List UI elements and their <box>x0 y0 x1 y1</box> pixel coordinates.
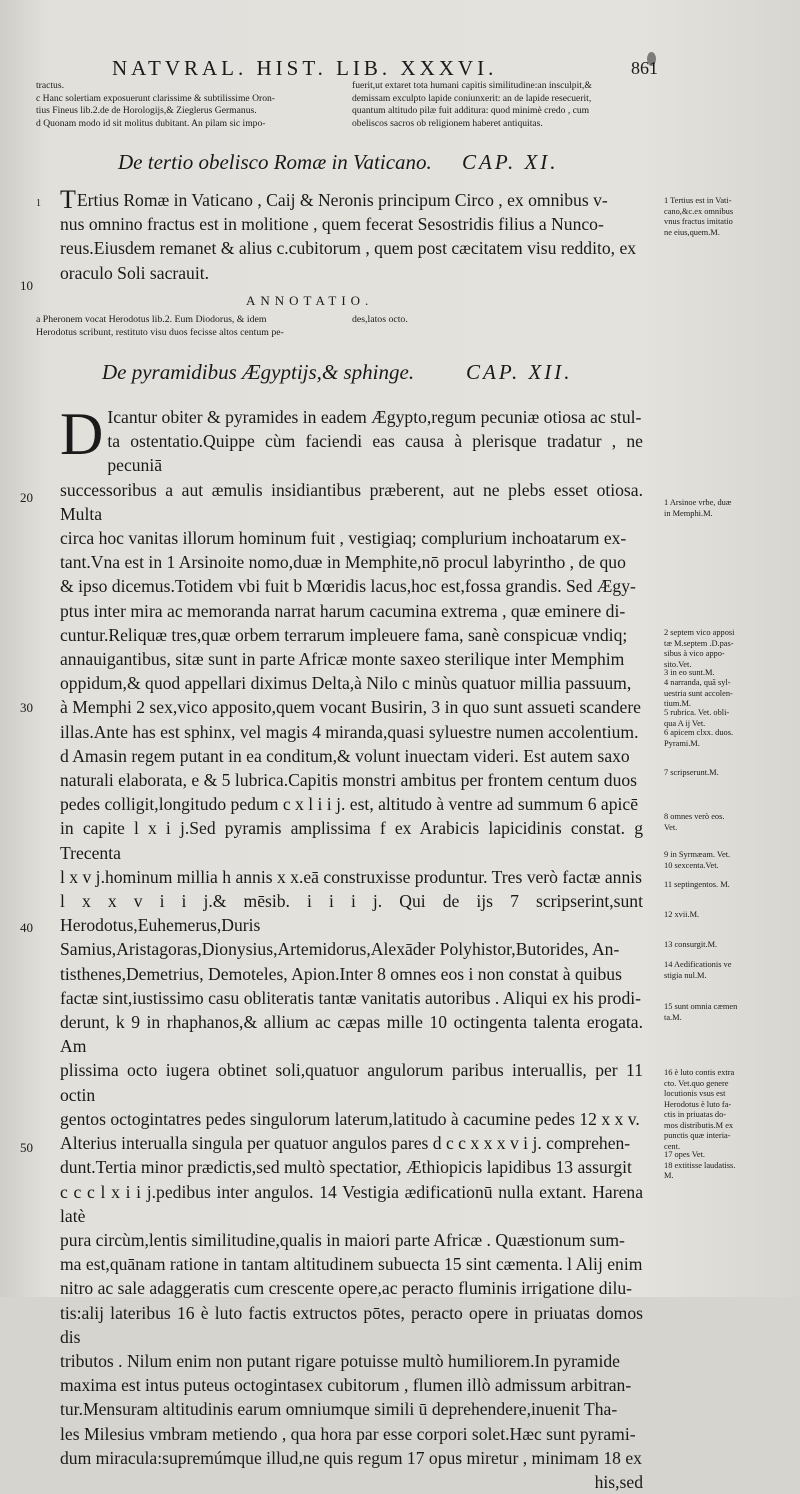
marginal-note <box>664 812 762 833</box>
text-line: l x x v i i j.& mēsib. i i i j. Qui de ijs 7 scripserint,sunt Herodotus,Euhemerus,Duris <box>60 891 643 936</box>
marginal-note <box>664 850 762 871</box>
text-line: pedes colligit,longitudo pedum c x l i i j. est, altitudo à ventre ad summum 6 apicē <box>60 794 639 815</box>
marginal-note-line: mos distributis.M ex <box>664 1120 734 1130</box>
marginal-note-line: 14 Aedificationis ve <box>664 960 732 969</box>
marginal-note-line: in Memphi.M. <box>664 508 713 518</box>
chapter-12-number <box>466 360 573 385</box>
text-line: ptus inter mira ac memoranda narrat harum cacumina extrema , quæ eminere di- <box>60 600 626 621</box>
top-footnotes-right <box>352 80 664 130</box>
text-line: cuntur.Reliquæ tres,quæ orbem terrarum impleuere fama, sanè conspicuæ vndiq; <box>60 624 628 645</box>
marginal-note-line: M. <box>664 1171 674 1180</box>
text-line: nus omnino fractus est in molitione , quem fecerat Sesostridis filius a Nunco- <box>60 214 604 235</box>
marginal-note-line: 15 sunt omnia cæmen <box>664 1002 738 1011</box>
marginal-note <box>664 1150 762 1182</box>
marginal-note <box>664 678 762 710</box>
margin-ref: 1 <box>36 198 41 209</box>
footnote-line: d Quonam modo id sit molitus dubitant. An pilam sic impo- <box>36 117 266 129</box>
marginal-note <box>664 910 762 921</box>
marginal-note-line: 4 narranda, quā syl- <box>664 678 731 687</box>
text-line: illas.Ante has est sphinx, vel magis 4 miranda,quasi syluestre numen accolentium. <box>60 721 639 742</box>
marginal-note <box>664 880 762 891</box>
text-line: dunt.Tertia minor prædictis,sed multò spectatior, Æthiopicis lapidibus 13 assurgit <box>60 1157 632 1178</box>
marginal-note-line: cto. Vet.quo genere <box>664 1078 729 1088</box>
line-number: 40 <box>20 920 33 935</box>
marginal-note <box>664 1002 762 1023</box>
chapter-11-text <box>36 185 643 285</box>
annotatio-left <box>36 313 336 339</box>
line-number: 10 <box>20 278 33 293</box>
marginal-note <box>664 960 762 981</box>
text-line: gentos octogintatres pedes singulorum laterum,latitudo à cacumine pedes 12 x x v. <box>60 1108 640 1129</box>
drop-cap: D <box>60 401 104 467</box>
footnote-line: tius Fineus lib.2.de de Horologijs,& Zieglerus Germanus. <box>36 105 257 116</box>
marginal-note-line: 2 septem vico apposi <box>664 628 735 637</box>
text-line: reus.Eiusdem remanet & alius c.cubitorum , quem post cæcitatem visu reddito, ex <box>60 238 637 259</box>
marginal-note-line: tæ M.septem .D.pas- <box>664 638 734 648</box>
marginal-note <box>664 708 762 729</box>
text-line: tur.Mensuram altitudinis earum omniumque simili ū deprehendere,inuenit Tha- <box>60 1399 618 1420</box>
running-head: NATVRAL. HIST. LIB. XXXVI. <box>112 56 498 80</box>
marginal-note-line: vnus fractus imitatio <box>664 217 733 226</box>
marginal-note-line: 12 xvii.M. <box>664 910 700 919</box>
footnote-line: obeliscos sacros ob religionem haberet antiquitas. <box>352 117 543 129</box>
marginal-note-line: 17 opes Vet. <box>664 1150 706 1159</box>
marginal-note-line: stigia nul.M. <box>664 970 707 980</box>
text-line: maxima est intus puteus octogintasex cubitorum , flumen illò admissum arbitran- <box>60 1375 632 1396</box>
footnote-line: quantum altitudo pilæ fuit additura: quod minimè credo , cum <box>352 105 590 116</box>
marginal-note-line: Herodotus è luto fa- <box>664 1099 732 1109</box>
marginal-note-line: Pyrami.M. <box>664 738 700 748</box>
text-line: in capite l x i j.Sed pyramis amplissima f ex Arabicis lapicidinis constat. g Trecenta <box>60 818 643 863</box>
footnote-line: demissam exculpto lapide coniunxerit: an de lapide resecuerit, <box>352 92 592 104</box>
marginal-note-line: qua A ij Vet. <box>664 718 706 728</box>
chapter-11-cap: CAP. XI. <box>462 150 559 174</box>
text-line: pura circùm,lentis similitudine,qualis in maiori parte Africæ . Quæstionum sum- <box>60 1229 625 1250</box>
marginal-note-line: ctis in priuatas do- <box>664 1110 727 1119</box>
marginal-note-line: 10 sexcenta.Vet. <box>664 860 719 870</box>
marginal-note-line: 18 extitisse laudatiss. <box>664 1160 736 1170</box>
text-line: factæ sint,iustissimo casu obliteratis tantæ vanitatis autoribus . Aliqui ex his prodi- <box>60 987 642 1008</box>
top-footnotes-left <box>36 80 334 130</box>
page-number: 861 <box>631 58 658 78</box>
marginal-note-line: ta.M. <box>664 1012 682 1022</box>
marginal-note-line: 1 Arsinoe vrbe, duæ <box>664 498 732 507</box>
marginal-note-line: 13 consurgit.M. <box>664 940 718 949</box>
text-line: d Amasin regem putant in ea conditum,& volunt inuectam videri. Est autem saxo <box>60 745 630 766</box>
marginal-note <box>664 668 762 679</box>
text-line: à Memphi 2 sex,vico apposito,quem vocant Busirin, 3 in quo sunt assueti scandere <box>60 697 641 718</box>
text-line: Ertius Romæ in Vaticano , Caij & Neronis principum Circo , ex omnibus v- <box>76 190 608 210</box>
marginal-note <box>664 768 762 779</box>
marginal-note-line: 1 Tertius est in Vati- <box>664 196 732 205</box>
marginal-note-line: 7 scripserunt.M. <box>664 768 719 777</box>
marginal-note-line: 11 septingentos. M. <box>664 880 730 889</box>
text-line: annauigantibus, sitæ sunt in parte Africæ monte saxeo sterilique inter Memphim <box>60 649 625 670</box>
initial-letter: T <box>60 185 76 214</box>
marginal-note <box>664 498 762 519</box>
text-line: Alterius interualla singula per quatuor angulos pares d c c x x x v i j. comprehen- <box>60 1133 631 1154</box>
marginal-note <box>664 628 762 670</box>
annotatio-line: a Pheronem vocat Herodotus lib.2. Eum Diodorus, & idem <box>36 314 267 325</box>
chapter-11-title: De tertio obelisco Romæ in Vaticano. <box>118 150 432 174</box>
marginal-note-line: cent. <box>664 1141 681 1151</box>
text-line: tant.Vna est in 1 Arsinoite nomo,duæ in Memphite,nō procul labyrintho , de quo <box>60 552 626 573</box>
marginal-note-line: 5 rubrica. Vet. obli- <box>664 708 730 717</box>
marginal-note-line: 3 in eo sunt.M. <box>664 668 715 677</box>
text-line: & ipso dicemus.Totidem vbi fuit b Mœridis lacus,hoc est,fossa grandis. Sed Ægy- <box>60 576 636 597</box>
text-line: oppidum,& quod appellari diximus Delta,à Nilo c minùs quatuor millia passuum, <box>60 673 632 694</box>
text-line: c c c l x i i j.pedibus inter angulos. 14 Vestigia ædificationū nulla extant. Harena latè <box>60 1181 643 1226</box>
marginal-note <box>664 196 762 238</box>
marginal-note-line: tium.M. <box>664 699 691 708</box>
marginal-note-line: sibus à vico appo- <box>664 649 725 658</box>
marginal-note-line: 16 è luto contis extra <box>664 1068 735 1077</box>
marginal-note-line: Vet. <box>664 822 678 832</box>
annotatio-line: Herodotus scribunt, restituto visu duos fecisse altos centum pe- <box>36 327 284 338</box>
text-line: Icantur obiter & pyramides in eadem Ægypto,regum pecuniæ otiosa ac stul- <box>107 407 642 427</box>
text-line: dum miracula:supremúmque illud,ne quis regum 17 opus miretur , minimam 18 ex <box>60 1447 642 1468</box>
text-line: tisthenes,Demetrius, Demoteles, Apion.Inter 8 omnes eos i non constat à quibus <box>60 963 622 984</box>
marginal-note-line: 8 omnes verò eos. <box>664 812 725 821</box>
text-line: plissima octo iugera obtinet soli,quatuor angulorum paribus interuallis, per 11 octin <box>60 1060 643 1105</box>
footnote-line: fuerit,ut extaret tota humani capitis similitudine:an insculpit,& <box>352 80 592 91</box>
text-line: derunt, k 9 in rhaphanos,& allium ac cæpas mille 10 octingenta talenta erogata. Am <box>60 1012 643 1057</box>
text-line: les Milesius vmbram metiendo , qua hora par esse corpori solet.Hæc sunt pyrami- <box>60 1423 636 1444</box>
annotatio-right <box>352 313 652 326</box>
marginal-note-line: 9 in Syrmæam. Vet. <box>664 850 731 859</box>
text-line: tis:alij lateribus 16 è luto factis extructos pōtes, peracto opere in priuatas domos dis <box>60 1302 643 1347</box>
footnote-line: c Hanc solertiam exposuerunt clarissime & subtilissime Oron- <box>36 92 275 104</box>
marginal-note <box>664 1068 762 1152</box>
marginal-note-line: cano,&c.ex omnibus <box>664 206 734 216</box>
footnote-line: tractus. <box>36 80 64 91</box>
text-line: naturali elaborata, e & 5 lubrica.Capitis monstri ambitus per frontem centum duos <box>60 770 638 791</box>
catchword: his,sed <box>594 1471 643 1492</box>
chapter-12-text <box>60 401 643 1494</box>
marginal-note-line: uestria sunt accolen- <box>664 688 733 698</box>
marginal-note-line: punctis quæ interia- <box>664 1131 731 1140</box>
annotatio-line: des,latos octo. <box>352 314 408 325</box>
text-line: l x v j.hominum millia h annis x x.eā construxisse produntur. Tres verò factæ annis <box>60 866 643 887</box>
chapter-11-number <box>462 150 559 175</box>
chapter-12-cap: CAP. XII. <box>466 360 573 384</box>
marginal-note-line: 6 apicem clxx. duos. <box>664 728 734 737</box>
annotatio-heading: ANNOTATIO. <box>246 293 374 308</box>
text-line: ma est,quānam ratione in tantam altitudinem subuecta 15 sint cæmenta. l Alij enim <box>60 1254 643 1275</box>
marginal-note <box>664 940 762 951</box>
marginal-note <box>664 728 762 749</box>
text-line: nitro ac sale adaggeratis cum crescente opere,ac peracto fluminis irrigatione dilu- <box>60 1278 633 1299</box>
marginal-note-line: sito.Vet. <box>664 659 692 669</box>
text-line: tributos . Nilum enim non putant rigare potuisse multò humiliorem.In pyramide <box>60 1350 620 1371</box>
line-number: 20 <box>20 490 33 505</box>
text-line: Samius,Aristagoras,Dionysius,Artemidorus,Alexāder Polyhistor,Butorides, An- <box>60 939 620 960</box>
line-number: 30 <box>20 700 33 715</box>
text-line: oraculo Soli sacrauit. <box>60 262 210 283</box>
line-number: 50 <box>20 1140 33 1155</box>
marginal-note-line: locutionis vsus est <box>664 1089 726 1098</box>
text-line: successoribus a aut æmulis insidiantibus præberent, aut ne plebs esset otiosa. Multa <box>60 479 643 524</box>
text-line: circa hoc vanitas illorum hominum fuit , vestigiaq; complurium inchoatarum ex- <box>60 528 627 549</box>
marginal-note-line: ne eius,quem.M. <box>664 227 720 237</box>
text-line: ta ostentatio.Quippe cùm faciendi eas causa à plerisque tradatur , ne pecuniā <box>107 431 643 476</box>
chapter-12-title: De pyramidibus Ægyptijs,& sphinge. <box>102 360 415 384</box>
